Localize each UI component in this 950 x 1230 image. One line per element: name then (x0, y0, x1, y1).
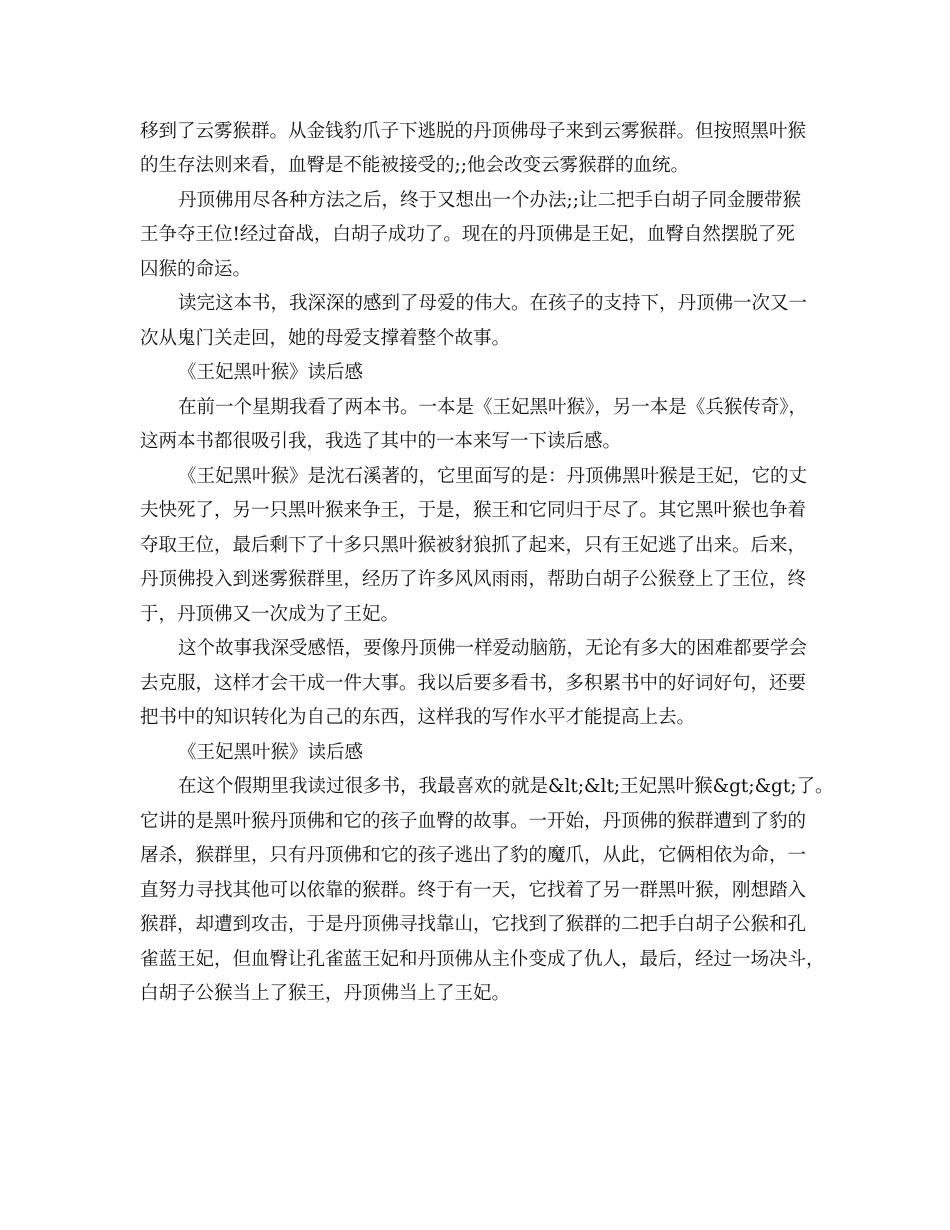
section-heading: 《王妃黑叶猴》读后感 (178, 362, 364, 383)
text-line: 它讲的是黑叶猴丹顶佛和它的孩子血臀的故事。一开始，丹顶佛的猴群遭到了豹的 (140, 811, 807, 832)
paragraph-start: 读完这本书，我深深的感到了母爱的伟大。在孩子的支持下，丹顶佛一次又一 (178, 293, 808, 314)
text-line: 囚猴的命运。 (140, 259, 252, 280)
text-line: 屠杀，猴群里，只有丹顶佛和它的孩子逃出了豹的魔爪，从此，它俩相依为命，一 (140, 845, 807, 866)
text-line: 丹顶佛投入到迷雾猴群里，经历了许多风风雨雨，帮助白胡子公猴登上了王位，终 (140, 569, 807, 590)
section-heading: 《王妃黑叶猴》读后感 (178, 742, 364, 763)
text-line: 王争夺王位!经过奋战，白胡子成功了。现在的丹顶佛是王妃，血臀自然摆脱了死 (140, 224, 795, 245)
text-line: 次从鬼门关走回，她的母爱支撑着整个故事。 (140, 328, 511, 349)
text-line: 于，丹顶佛又一次成为了王妃。 (140, 604, 400, 625)
paragraph-start: 《王妃黑叶猴》是沈石溪著的，它里面写的是：丹顶佛黑叶猴是王妃，它的丈 (178, 466, 808, 487)
paragraph-start: 在前一个星期我看了两本书。一本是《王妃黑叶猴》，另一本是《兵猴传奇》， (178, 397, 808, 418)
text-line: 猴群，却遭到攻击，于是丹顶佛寻找靠山，它找到了猴群的二把手白胡子公猴和孔 (140, 914, 807, 935)
text-line: 夫快死了，另一只黑叶猴来争王，于是，猴王和它同归于尽了。其它黑叶猴也争着 (140, 500, 807, 521)
paragraph-start: 这个故事我深受感悟，要像丹顶佛一样爱动脑筋，无论有多大的困难都要学会 (178, 638, 808, 659)
paragraph-start: 丹顶佛用尽各种方法之后，终于又想出一个办法;;让二把手白胡子同金腰带猴 (178, 190, 801, 211)
text-line: 雀蓝王妃，但血臀让孔雀蓝王妃和丹顶佛从主仆变成了仇人，最后，经过一场决斗， (140, 949, 825, 970)
text-line: 把书中的知识转化为自己的东西，这样我的写作水平才能提高上去。 (140, 707, 696, 728)
text-line: 夺取王位，最后剩下了十多只黑叶猴被豺狼抓了起来，只有王妃逃了出来。后来， (140, 535, 807, 556)
paragraph-start: 在这个假期里我读过很多书，我最喜欢的就是&lt;&lt;王妃黑叶猴&gt;&gt;了。 (178, 776, 834, 797)
text-line: 的生存法则来看，血臀是不能被接受的;;他会改变云雾猴群的血统。 (140, 155, 689, 176)
text-line: 去克服，这样才会干成一件大事。我以后要多看书，多积累书中的好词好句，还要 (140, 673, 807, 694)
text-line: 移到了云雾猴群。从金钱豹爪子下逃脱的丹顶佛母子来到云雾猴群。但按照黑叶猴 (140, 121, 807, 142)
text-line: 这两本书都很吸引我，我选了其中的一本来写一下读后感。 (140, 431, 622, 452)
text-line: 白胡子公猴当上了猴王，丹顶佛当上了王妃。 (140, 983, 511, 1004)
text-line: 直努力寻找其他可以依靠的猴群。终于有一天，它找着了另一群黑叶猴，刚想踏入 (140, 880, 807, 901)
